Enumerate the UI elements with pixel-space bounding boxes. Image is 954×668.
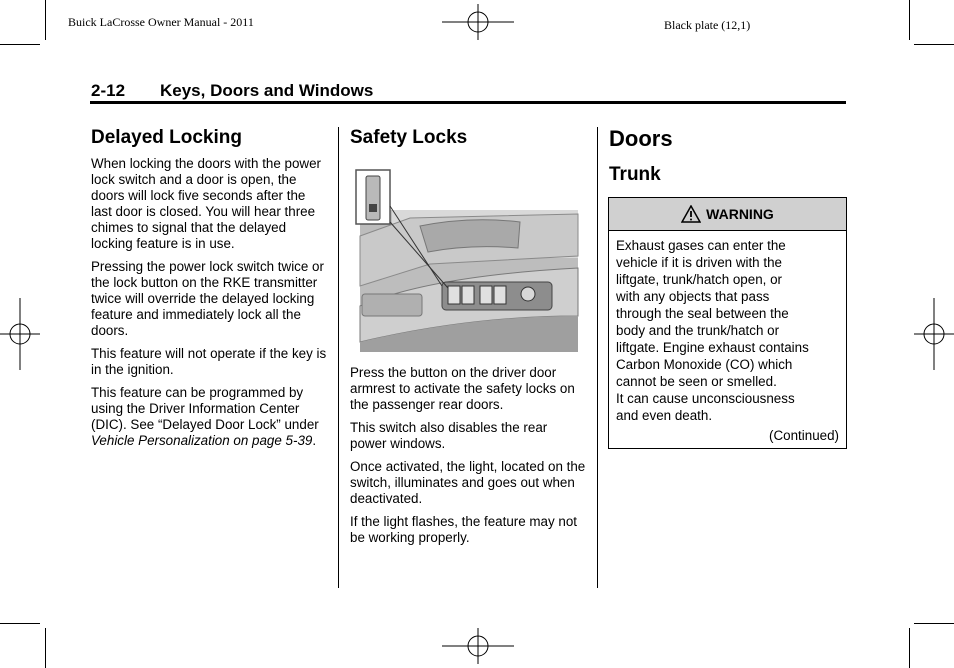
paragraph-end: . [312,433,317,448]
warning-line: liftgate. Engine exhaust contains [616,340,809,355]
warning-line: Exhaust gases can enter the [616,238,786,253]
crop-mark-bl-v [45,628,46,668]
column-divider-1 [338,127,339,588]
crop-mark-tl-v [45,0,46,40]
paragraph: Once activated, the light, located on the switch, illuminates and goes out when deactivated. [350,459,586,506]
warning-line: Carbon Monoxide (CO) which [616,357,793,372]
paragraph: This switch also disables the rear power windows. [350,420,548,451]
warning-line: vehicle if it is driven with the [616,255,782,270]
warning-box [608,197,847,449]
paragraph: Press the button on the driver door armrest to activate the safety locks on the passenger rear doors. [350,365,575,412]
registration-mark-bottom [442,628,514,664]
warning-header [609,198,846,231]
warning-line: cannot be seen or smelled. [616,374,777,389]
paragraph: If the light flashes, the feature may not be working properly. [350,514,578,545]
heading-doors: Doors [609,126,673,151]
plate-label: Black plate (12,1) [664,18,751,32]
continued-label: (Continued) [769,428,839,443]
registration-mark-left [0,298,40,370]
section-rule [90,101,846,104]
warning-line: with any objects that pass [616,289,770,304]
paragraph: When locking the doors with the power lock switch and a door is open, the doors will lock five seconds after the last door is closed. You will hear three chimes to signal that the delayed locking feature is in use. [91,156,321,251]
column-safety-locks [350,127,586,149]
paragraph-text: This feature can be programmed by using the Driver Information Center (DIC). See “Delayed Door Lock” under [91,385,319,432]
heading-safety-locks: Safety Locks [350,127,468,148]
column-divider-2 [597,127,598,588]
heading-trunk: Trunk [609,164,661,185]
crop-mark-br-v [909,628,910,668]
door-armrest-switch-illustration [350,166,580,354]
warning-triangle-icon [681,205,701,223]
warning-line: and even death. [616,408,713,423]
warning-label: WARNING [706,206,774,222]
crop-mark-br-h [914,623,954,624]
column-doors [609,126,846,186]
column-delayed-locking [91,127,327,456]
heading-delayed-locking: Delayed Locking [91,127,242,148]
crop-mark-tr-h [914,44,954,45]
cross-reference-link[interactable]: Vehicle Personalization on page 5-39 [91,433,313,448]
crop-mark-bl-h [0,623,40,624]
warning-line: through the seal between the [616,306,789,321]
crop-mark-tl-h [0,44,40,45]
section-title: Keys, Doors and Windows [160,81,374,100]
warning-line: liftgate, trunk/hatch open, or [616,272,782,287]
crop-mark-tr-v [909,0,910,40]
paragraph: This feature will not operate if the key is in the ignition. [91,346,327,377]
column-safety-locks-text [350,365,586,553]
warning-line: body and the trunk/hatch or [616,323,780,338]
registration-mark-right [914,298,954,370]
page-number: 2-12 [91,81,126,100]
paragraph: Pressing the power lock switch twice or the lock button on the RKE transmitter twice will override the delayed locking feature and immediately lock all the doors. [91,259,324,338]
warning-body [609,231,846,448]
registration-mark-top [442,4,514,40]
warning-line: It can cause unconsciousness [616,391,795,406]
paragraph [91,385,327,449]
manual-title: Buick LaCrosse Owner Manual - 2011 [68,15,254,29]
